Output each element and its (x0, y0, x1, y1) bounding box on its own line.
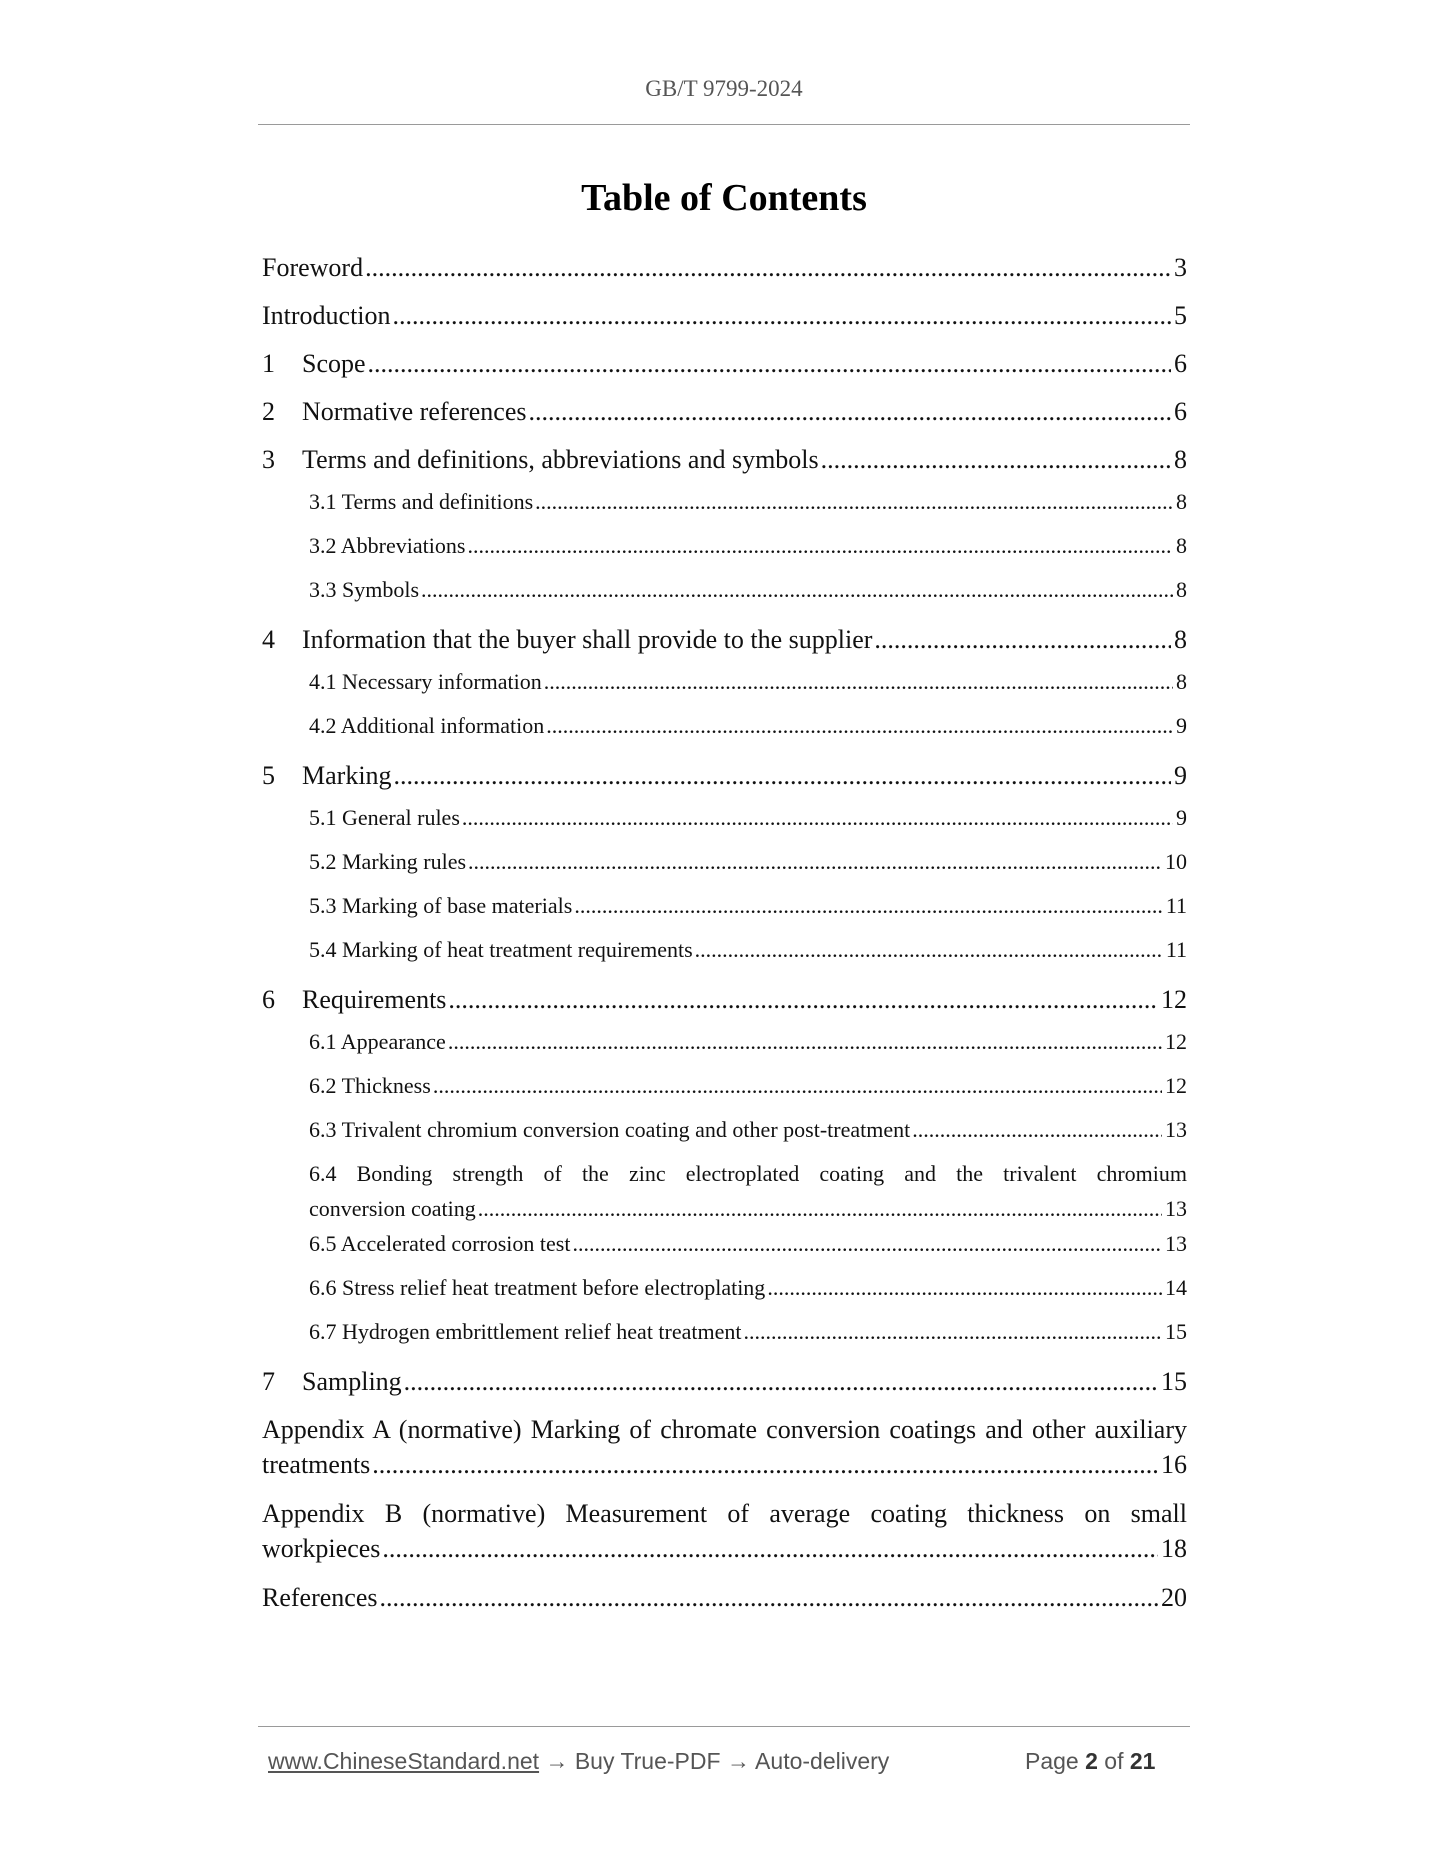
dot-leader (528, 397, 1187, 426)
toc-entry-label: Scope (302, 349, 366, 378)
toc-entry-label: Foreword (262, 253, 364, 282)
toc-entry-label: 5.2 Marking rules (309, 849, 467, 874)
toc-entry-page: 15 (1158, 1366, 1187, 1398)
toc-entry-page: 10 (1162, 848, 1187, 876)
dot-leader (574, 893, 1187, 918)
toc-entry-page: 20 (1158, 1582, 1187, 1614)
toc-entry-page: 15 (1162, 1318, 1187, 1346)
toc-entry-page: 12 (1162, 1028, 1187, 1056)
toc-entry[interactable] (309, 1274, 1187, 1302)
dot-leader (393, 301, 1187, 330)
dot-leader (874, 625, 1187, 654)
toc-entry[interactable] (309, 532, 1187, 560)
toc-entry[interactable] (309, 804, 1187, 832)
toc-entry[interactable] (262, 348, 1187, 380)
toc-entry[interactable] (309, 488, 1187, 516)
dot-leader (546, 713, 1187, 738)
running-header: GB/T 9799-2024 (645, 76, 803, 101)
toc-entry[interactable] (262, 1582, 1187, 1614)
dot-leader (912, 1117, 1187, 1142)
toc-entry-label: Marking (302, 761, 392, 790)
toc-entry-label: Sampling (302, 1367, 402, 1396)
site-link[interactable]: www.ChineseStandard.net (268, 1748, 540, 1774)
toc-entry-line1[interactable]: Appendix A (normative) Marking of chromate conversion coatings and other auxiliary (262, 1415, 1187, 1444)
toc-entry-label: 5.3 Marking of base materials (309, 893, 573, 918)
toc-entry-page: 12 (1158, 984, 1187, 1016)
dot-leader (394, 761, 1187, 790)
toc-entry[interactable] (262, 760, 1187, 792)
dot-leader (744, 1319, 1187, 1344)
toc-entry[interactable] (262, 1449, 1187, 1481)
toc-entry-page: 13 (1162, 1116, 1187, 1144)
promo-text: → Buy True-PDF → Auto-delivery (545, 1748, 890, 1774)
toc-entry[interactable] (309, 936, 1187, 964)
toc-entry-label: Information that the buyer shall provide to the supplier (302, 625, 873, 654)
dot-leader (404, 1367, 1187, 1396)
toc-entry-page: 12 (1162, 1072, 1187, 1100)
toc-entry-label: workpieces (262, 1534, 381, 1563)
dot-leader (695, 937, 1187, 962)
toc-entry-label: 6.2 Thickness (309, 1073, 431, 1098)
toc-entry[interactable] (309, 848, 1187, 876)
toc-entry[interactable] (262, 252, 1187, 284)
toc-entry-page: 6 (1171, 348, 1187, 380)
dot-leader (572, 1231, 1187, 1256)
toc-entry-label: conversion coating (309, 1196, 476, 1221)
dot-leader (468, 849, 1187, 874)
toc-entry[interactable] (262, 300, 1187, 332)
page-footer (268, 1748, 1188, 1775)
toc-entry-label: 6.3 Trivalent chromium conversion coating and other post-treatment (309, 1117, 911, 1142)
toc-entry[interactable] (309, 576, 1187, 604)
toc-entry-label: 6.7 Hydrogen embrittlement relief heat treatment (309, 1319, 742, 1344)
toc-entry-page: 8 (1171, 444, 1187, 476)
toc-entry[interactable] (309, 1028, 1187, 1056)
toc-entry-number: 7 (262, 1367, 275, 1396)
dot-leader (767, 1275, 1187, 1300)
toc-entry[interactable] (262, 624, 1187, 656)
toc-entry-label: Introduction (262, 301, 391, 330)
dot-leader (821, 445, 1187, 474)
dot-leader (365, 253, 1187, 282)
dot-leader (382, 1534, 1187, 1563)
dot-leader (372, 1450, 1187, 1479)
dot-leader (448, 1029, 1187, 1054)
of-word: of (1104, 1748, 1124, 1774)
toc-entry-label: Terms and definitions, abbreviations and symbols (302, 445, 819, 474)
page-total: 21 (1129, 1748, 1156, 1774)
dot-leader (535, 489, 1187, 514)
toc-entry-page: 11 (1163, 892, 1187, 920)
toc-entry-label: 3.1 Terms and definitions (309, 489, 534, 514)
dot-leader (421, 577, 1187, 602)
toc-entry[interactable] (262, 396, 1187, 428)
toc-entry[interactable] (262, 984, 1187, 1016)
dot-leader (433, 1073, 1187, 1098)
toc-entry-page: 9 (1171, 760, 1187, 792)
toc-entry-number: 2 (262, 397, 275, 426)
toc-entry-page: 9 (1173, 712, 1187, 740)
toc-entry-number: 4 (262, 625, 275, 654)
toc-entry-page: 13 (1162, 1230, 1187, 1258)
toc-entry[interactable] (309, 892, 1187, 920)
footer-divider (258, 1726, 1190, 1727)
toc-entry-page: 3 (1171, 252, 1187, 284)
toc-entry-page: 16 (1158, 1449, 1187, 1481)
dot-leader (467, 533, 1187, 558)
toc-entry-label: 5.4 Marking of heat treatment requirements (309, 937, 693, 962)
page-title: Table of Contents (581, 177, 867, 219)
toc-entry[interactable] (309, 1318, 1187, 1346)
page-current: 2 (1085, 1748, 1098, 1774)
toc-entry[interactable] (309, 668, 1187, 696)
dot-leader (448, 985, 1187, 1014)
toc-entry[interactable] (309, 1072, 1187, 1100)
toc-entry-line1[interactable]: 6.4 Bonding strength of the zinc electroplated coating and the trivalent chromium (309, 1161, 1187, 1186)
toc-entry-label: Requirements (302, 985, 447, 1014)
toc-entry-label: 5.1 General rules (309, 805, 460, 830)
toc-entry[interactable] (309, 712, 1187, 740)
toc-entry[interactable] (309, 1116, 1187, 1144)
toc-entry[interactable] (262, 1533, 1187, 1565)
page-word: Page (1025, 1748, 1079, 1774)
toc-entry-label: 6.1 Appearance (309, 1029, 446, 1054)
toc-entry-page: 9 (1173, 804, 1187, 832)
toc-entry-page: 8 (1173, 576, 1187, 604)
toc-entry-page: 14 (1162, 1274, 1187, 1302)
toc-entry-number: 5 (262, 761, 275, 790)
toc-entry-label: 6.6 Stress relief heat treatment before electroplating (309, 1275, 766, 1300)
toc-entry-page: 8 (1173, 668, 1187, 696)
header-divider (258, 124, 1190, 125)
toc-entry-page: 6 (1171, 396, 1187, 428)
toc-entry-label: 3.3 Symbols (309, 577, 420, 602)
toc-entry[interactable] (262, 444, 1187, 476)
toc-entry-line1[interactable]: Appendix B (normative) Measurement of average coating thickness on small (262, 1499, 1187, 1528)
toc-entry-page: 13 (1162, 1195, 1187, 1223)
toc-entry[interactable] (309, 1195, 1187, 1223)
dot-leader (462, 805, 1187, 830)
dot-leader (379, 1583, 1187, 1612)
toc-entry-label: References (262, 1583, 378, 1612)
toc-entry-page: 18 (1158, 1533, 1187, 1565)
toc-entry-page: 8 (1171, 624, 1187, 656)
toc-entry[interactable] (309, 1230, 1187, 1258)
toc-entry-page: 5 (1171, 300, 1187, 332)
toc-entry-label: 6.5 Accelerated corrosion test (309, 1231, 571, 1256)
toc-entry-label: 4.2 Additional information (309, 713, 545, 738)
dot-leader (544, 669, 1187, 694)
toc-entry-label: 3.2 Abbreviations (309, 533, 466, 558)
dot-leader (368, 349, 1187, 378)
dot-leader (478, 1196, 1187, 1221)
toc-entry-number: 3 (262, 445, 275, 474)
toc-entry-label: treatments (262, 1450, 371, 1479)
toc-entry-label: Normative references (302, 397, 527, 426)
toc-entry[interactable] (262, 1366, 1187, 1398)
toc-entry-page: 8 (1173, 532, 1187, 560)
toc-entry-page: 8 (1173, 488, 1187, 516)
toc-entry-page: 11 (1163, 936, 1187, 964)
toc-entry-number: 6 (262, 985, 275, 1014)
toc-entry-label: 4.1 Necessary information (309, 669, 542, 694)
page-indicator (1025, 1748, 1155, 1775)
toc-entry-number: 1 (262, 349, 275, 378)
